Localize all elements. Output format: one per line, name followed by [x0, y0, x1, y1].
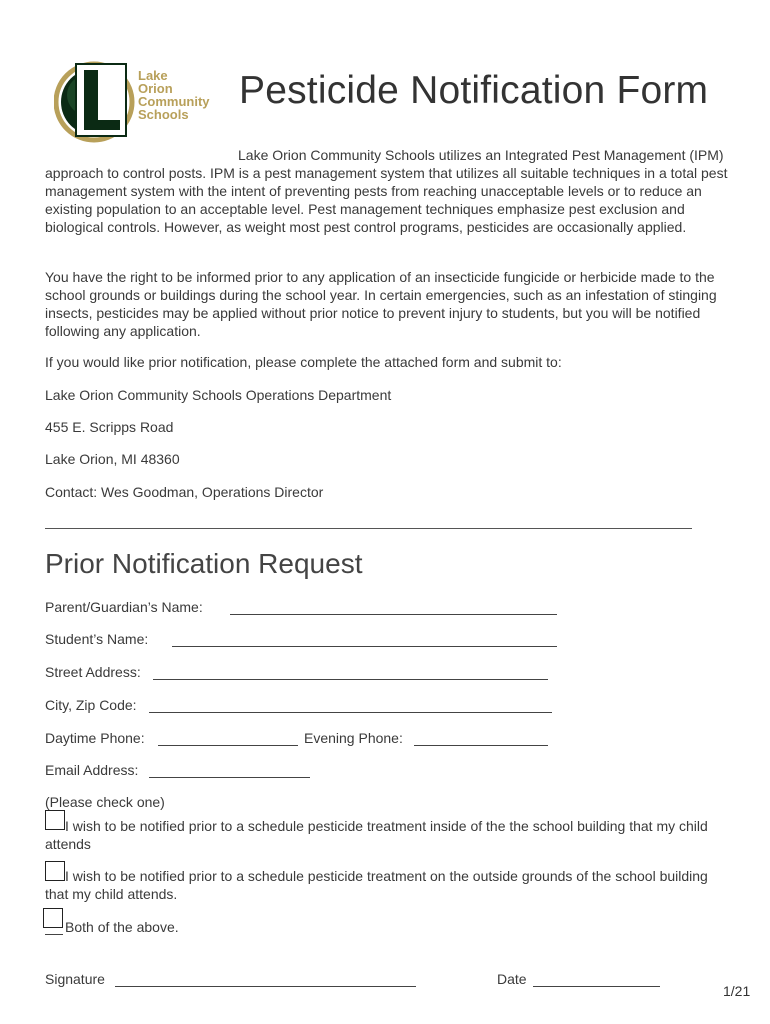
address-street: 455 E. Scripps Road	[45, 419, 174, 435]
address-city: Lake Orion, MI 48360	[45, 451, 180, 467]
logo-text	[138, 69, 210, 121]
city-zip-field[interactable]	[149, 712, 552, 713]
email-label: Email Address:	[45, 762, 139, 778]
instruction-text: If you would like prior notification, please complete the attached form and submit to:	[45, 354, 562, 370]
address-department: Lake Orion Community Schools Operations Department	[45, 387, 392, 403]
option2-label: I wish to be notified prior to a schedule pesticide treatment on the outside grounds of the school building that my child attends.	[45, 868, 708, 902]
logo-text-line: Community	[138, 94, 210, 109]
student-name-label: Student’s Name:	[45, 631, 149, 647]
daytime-phone-label: Daytime Phone:	[45, 730, 145, 746]
option3-text	[45, 918, 735, 936]
intro-paragraph: Lake Orion Community Schools utilizes an Integrated Pest Management (IPM) approach to control posts. IPM is a pest management system that utilizes all suitable techniques in a total pest management system with the intent of preventing pests from reaching unacceptable levels or to reduce an existing population to an acceptable level. Pest management techniques emphasize pest exclusion and biological controls. However, as weight most pest control programs, pesticides are occasionally applied.	[45, 147, 728, 235]
evening-phone-field[interactable]	[414, 745, 548, 746]
option1-label: I wish to be notified prior to a schedule pesticide treatment inside of the the school building that my child attends	[45, 818, 708, 852]
check-prompt: (Please check one)	[45, 794, 165, 810]
option1-text	[45, 817, 735, 853]
evening-phone-label: Evening Phone:	[304, 730, 403, 746]
logo-text-line: Schools	[138, 107, 189, 122]
street-address-field[interactable]	[153, 679, 548, 680]
daytime-phone-field[interactable]	[158, 745, 298, 746]
section-divider	[45, 528, 692, 529]
option2-text	[45, 867, 735, 903]
signature-field[interactable]	[115, 986, 416, 987]
street-address-label: Street Address:	[45, 664, 141, 680]
form-heading: Prior Notification Request	[45, 548, 363, 579]
parent-name-label: Parent/Guardian’s Name:	[45, 599, 203, 615]
contact-text: Contact: Wes Goodman, Operations Director	[45, 484, 324, 500]
parent-name-field[interactable]	[230, 614, 557, 615]
logo-text-line: Lake	[138, 68, 168, 83]
email-field[interactable]	[149, 777, 310, 778]
student-name-field[interactable]	[172, 646, 557, 647]
date-field[interactable]	[533, 986, 660, 987]
option3-underline	[45, 934, 63, 935]
date-label: Date	[497, 971, 527, 987]
option3-label: Both of the above.	[65, 919, 179, 935]
rights-paragraph: You have the right to be informed prior to any application of an insecticide fungicide or herbicide made to the school grounds or buildings during the school year. In certain emergencies, such as an infestation of stinging insects, pesticides may be applied without prior notice to prevent injury to students, but you will be notified following any application.	[45, 269, 717, 339]
page-title: Pesticide Notification Form	[239, 69, 709, 112]
signature-label: Signature	[45, 971, 105, 987]
city-zip-label: City, Zip Code:	[45, 697, 137, 713]
logo-text-line: Orion	[138, 81, 173, 96]
page-number: 1/21	[723, 983, 751, 999]
